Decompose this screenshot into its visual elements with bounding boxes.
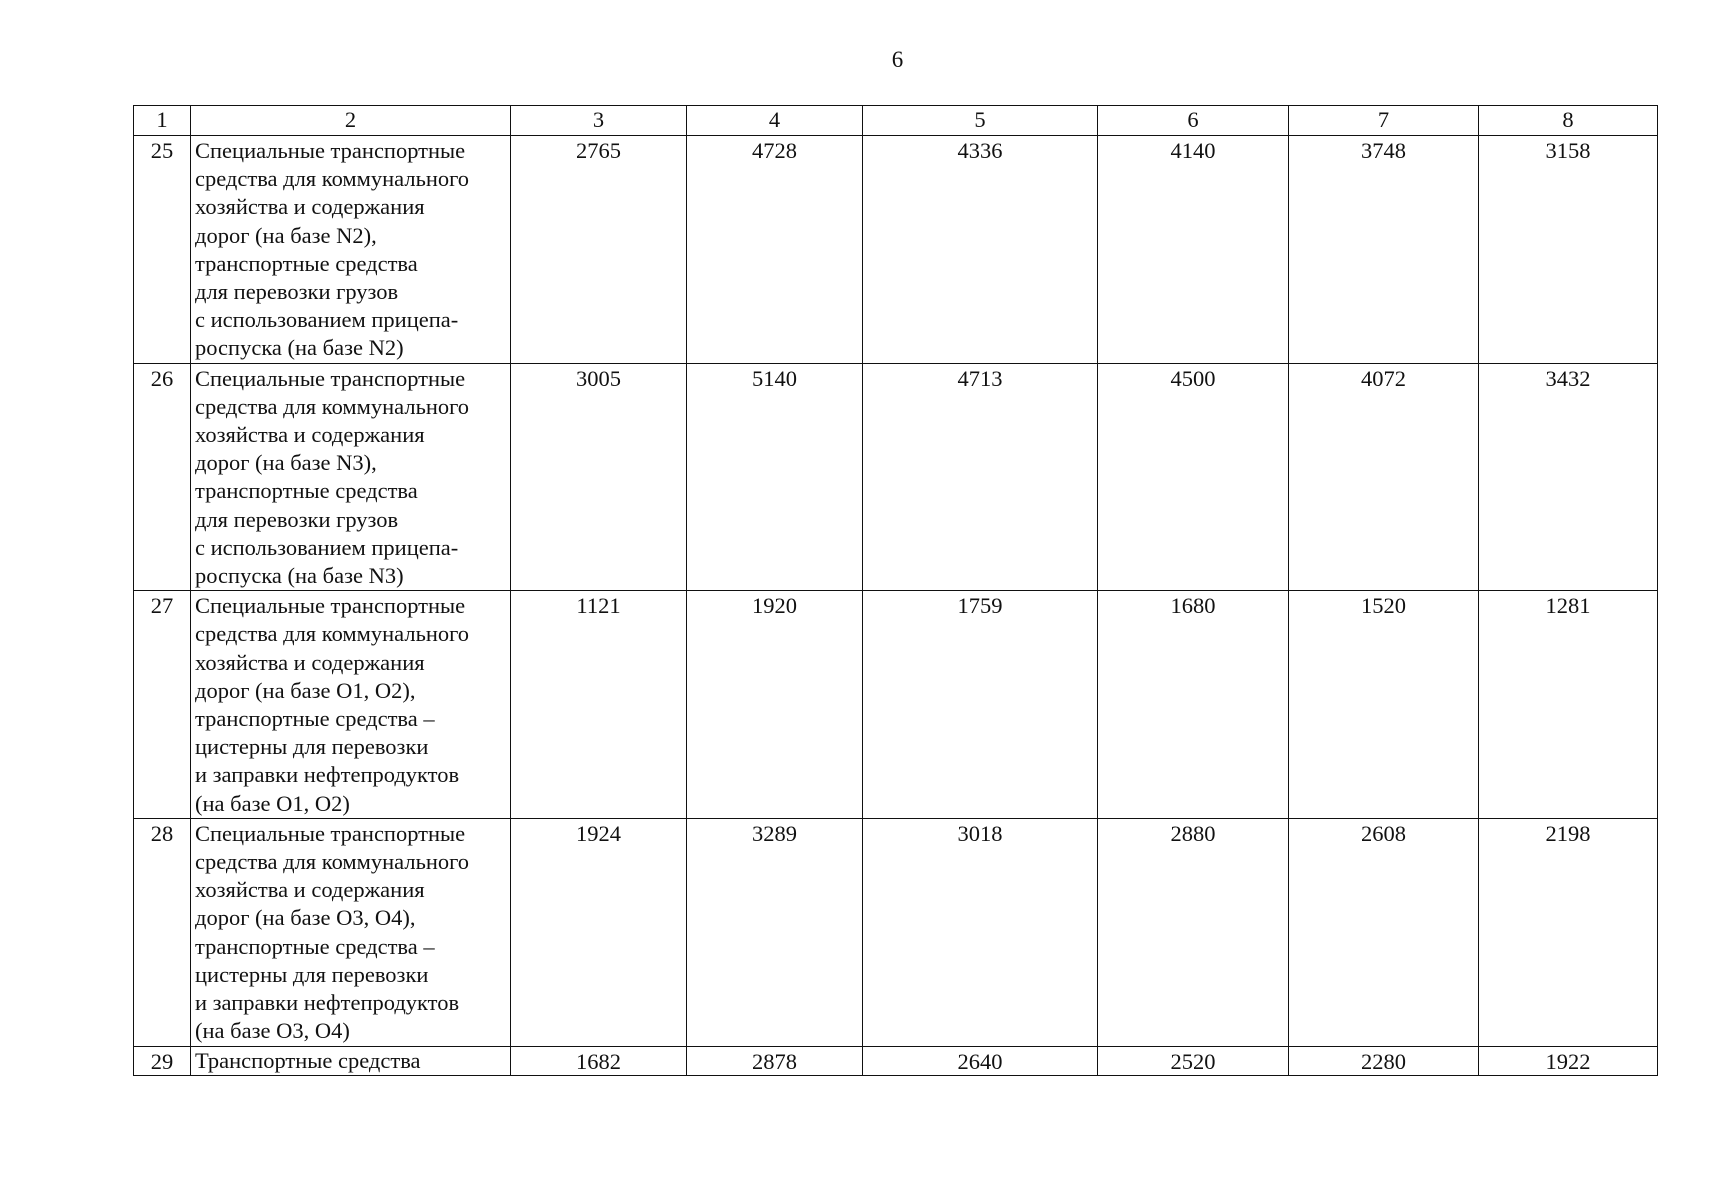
table-row (134, 136, 1658, 364)
table-header (134, 106, 1658, 136)
column-header: 8 (1479, 106, 1658, 136)
column-header: 6 (1098, 106, 1289, 136)
cell-value: 3005 (511, 363, 687, 591)
row-number: 27 (134, 591, 191, 819)
cell-value: 3018 (863, 818, 1098, 1046)
cell-value: 2765 (511, 136, 687, 364)
cell-value: 1922 (1479, 1046, 1658, 1075)
cell-value: 2608 (1289, 818, 1479, 1046)
column-header: 4 (687, 106, 863, 136)
row-number: 25 (134, 136, 191, 364)
cell-value: 1281 (1479, 591, 1658, 819)
column-header: 5 (863, 106, 1098, 136)
row-number: 26 (134, 363, 191, 591)
table-body (134, 136, 1658, 1076)
cell-value: 2198 (1479, 818, 1658, 1046)
row-number: 28 (134, 818, 191, 1046)
cell-value: 1759 (863, 591, 1098, 819)
row-number: 29 (134, 1046, 191, 1075)
cell-value: 2520 (1098, 1046, 1289, 1075)
cell-value: 4072 (1289, 363, 1479, 591)
column-header: 3 (511, 106, 687, 136)
row-description: Специальные транспортные средства для коммунального хозяйства и содержания дорог (на базе O1, O2), транспортные средства – цистерны для перевозки и заправки нефтепродуктов (на базе O1, O2) (191, 591, 511, 819)
cell-value: 2880 (1098, 818, 1289, 1046)
column-header: 2 (191, 106, 511, 136)
cell-value: 1920 (687, 591, 863, 819)
cell-value: 3289 (687, 818, 863, 1046)
row-description: Специальные транспортные средства для коммунального хозяйства и содержания дорог (на базе N3), транспортные средства для перевозки грузов с использованием прицепа- роспуска (на базе N3) (191, 363, 511, 591)
table-row (134, 591, 1658, 819)
table-row (134, 1046, 1658, 1075)
table-row (134, 818, 1658, 1046)
cell-value: 1121 (511, 591, 687, 819)
table-row (134, 363, 1658, 591)
cell-value: 3158 (1479, 136, 1658, 364)
cell-value: 4336 (863, 136, 1098, 364)
page-number: 6 (891, 47, 904, 72)
row-description: Специальные транспортные средства для коммунального хозяйства и содержания дорог (на базе O3, O4), транспортные средства – цистерны для перевозки и заправки нефтепродуктов (на базе O3, O4) (191, 818, 511, 1046)
header-row (134, 106, 1658, 136)
cell-value: 3748 (1289, 136, 1479, 364)
row-description: Транспортные средства (191, 1046, 511, 1075)
cell-value: 5140 (687, 363, 863, 591)
cell-value: 3432 (1479, 363, 1658, 591)
column-header: 7 (1289, 106, 1479, 136)
row-description: Специальные транспортные средства для коммунального хозяйства и содержания дорог (на базе N2), транспортные средства для перевозки грузов с использованием прицепа- роспуска (на базе N2) (191, 136, 511, 364)
cell-value: 1924 (511, 818, 687, 1046)
cell-value: 4713 (863, 363, 1098, 591)
cell-value: 4728 (687, 136, 863, 364)
cell-value: 4140 (1098, 136, 1289, 364)
cell-value: 2280 (1289, 1046, 1479, 1075)
cell-value: 1682 (511, 1046, 687, 1075)
cell-value: 4500 (1098, 363, 1289, 591)
cell-value: 1520 (1289, 591, 1479, 819)
cell-value: 2640 (863, 1046, 1098, 1075)
tariff-table (133, 105, 1658, 1076)
cell-value: 1680 (1098, 591, 1289, 819)
cell-value: 2878 (687, 1046, 863, 1075)
column-header: 1 (134, 106, 191, 136)
